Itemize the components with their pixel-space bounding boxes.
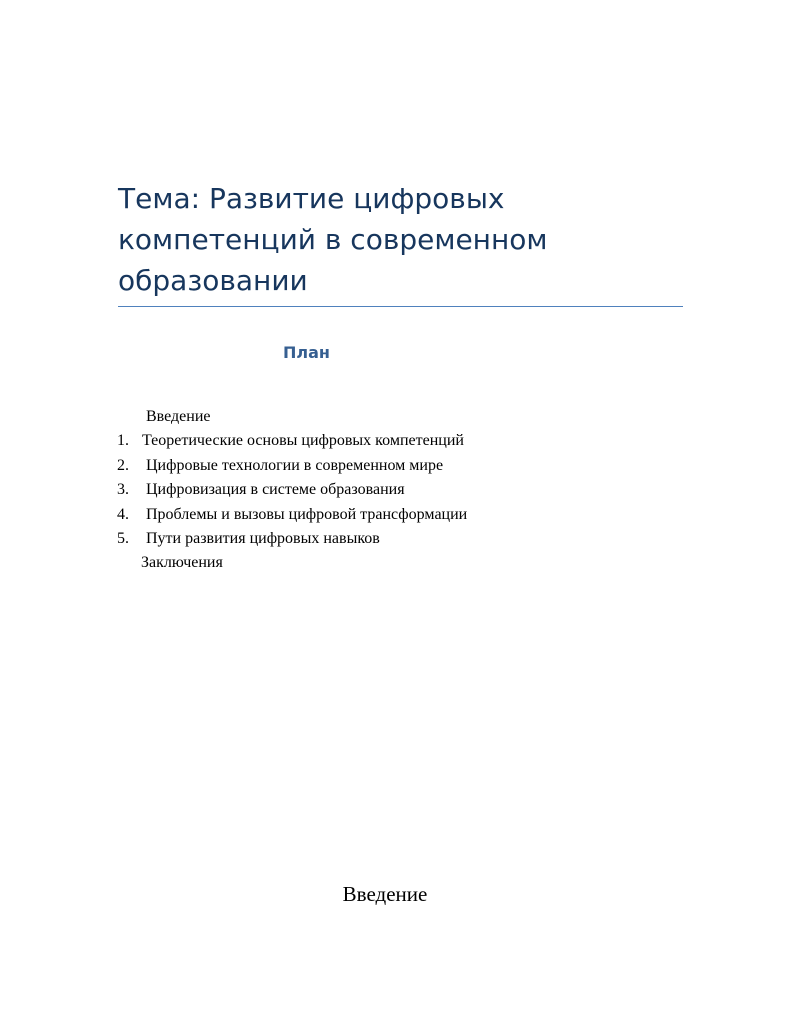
toc-item-number: 3. — [117, 481, 129, 498]
toc-item-text: Цифровые технологии в современном мире — [146, 457, 444, 474]
toc-intro-text: Введение — [146, 408, 211, 425]
toc-item-number: 5. — [117, 530, 129, 547]
toc-item-text: Цифровизация в системе образования — [146, 481, 405, 498]
toc-item-text: Проблемы и вызовы цифровой трансформации — [146, 506, 468, 523]
toc-conclusion-text: Заключения — [141, 554, 223, 571]
section-heading-introduction: Введение — [342, 882, 428, 906]
document-title: Тема: Развитие цифровых компетенций в современном образовании — [118, 182, 548, 297]
title-underline — [118, 306, 683, 307]
toc-item-number: 1. — [117, 432, 129, 449]
toc-item-number: 2. — [117, 457, 129, 474]
toc-item-number: 4. — [117, 506, 129, 523]
toc-item-text: Теоретические основы цифровых компетенций — [142, 432, 464, 449]
plan-heading: План — [283, 343, 330, 362]
toc-item-text: Пути развития цифровых навыков — [146, 530, 380, 547]
